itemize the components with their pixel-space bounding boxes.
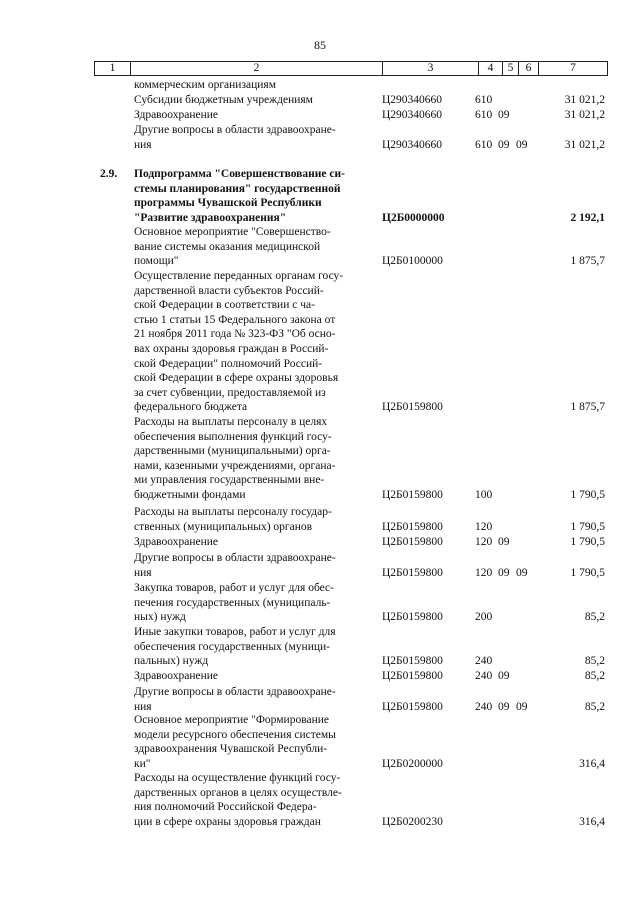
row-amount: 1 875,7 bbox=[570, 401, 605, 414]
description-line: за счет субвенции, предоставляемой из bbox=[134, 386, 326, 399]
row-section-code: 09 bbox=[498, 109, 510, 121]
table-row bbox=[94, 93, 608, 108]
description-line: 21 ноября 2011 года № 323-ФЗ "Об осно- bbox=[134, 328, 336, 341]
description-line: Здравоохранение bbox=[134, 670, 219, 682]
description-line: Осуществление переданных органам госу- bbox=[134, 270, 344, 282]
row-section-code: 09 bbox=[498, 536, 510, 548]
description-line: обеспечения выполнения функций госу- bbox=[134, 430, 332, 443]
description-line: печения государственных (муниципаль- bbox=[134, 596, 331, 609]
row-amount: 1 790,5 bbox=[570, 489, 605, 501]
col-header-4: 4 bbox=[479, 62, 503, 76]
row-description bbox=[134, 625, 362, 669]
description-line: обеспечения государственных (муници- bbox=[134, 640, 330, 653]
row-amount: 31 021,2 bbox=[564, 109, 605, 121]
description-line: Другие вопросы в области здравоохране- bbox=[134, 686, 336, 698]
row-amount: 316,4 bbox=[579, 815, 605, 828]
table-row bbox=[94, 685, 608, 714]
table-row bbox=[94, 225, 608, 269]
description-line: помощи" bbox=[134, 255, 179, 268]
row-amount: 85,2 bbox=[584, 700, 605, 713]
row-description bbox=[134, 581, 362, 625]
description-line: модели ресурсного обеспечения системы bbox=[134, 728, 336, 741]
description-line: дарственных органов в целях осуществле- bbox=[134, 786, 342, 799]
description-line: ния полномочий Российской Федера- bbox=[134, 801, 317, 814]
column-number-header bbox=[94, 61, 608, 76]
description-line: ния bbox=[134, 700, 152, 713]
row-target-code: Ц2Б0159800 bbox=[382, 655, 443, 668]
table-row bbox=[94, 505, 608, 534]
description-line: Расходы на выплаты персоналу государ- bbox=[134, 506, 332, 518]
table-row bbox=[94, 167, 608, 225]
description-line: ми управления государственными вне- bbox=[134, 474, 325, 487]
row-description bbox=[134, 713, 362, 771]
row-subsection-code: 09 bbox=[516, 700, 528, 713]
row-target-code: Ц2Б0100000 bbox=[382, 255, 443, 268]
table-row bbox=[94, 535, 608, 550]
row-amount: 316,4 bbox=[579, 757, 605, 770]
row-target-code: Ц2Б0159800 bbox=[382, 566, 443, 579]
description-line: Другие вопросы в области здравоохране- bbox=[134, 552, 336, 564]
row-description bbox=[134, 167, 362, 225]
row-target-code: Ц2Б0159800 bbox=[382, 520, 443, 533]
row-target-code: Ц2Б0159800 bbox=[382, 700, 443, 713]
col-header-6: 6 bbox=[519, 62, 539, 76]
row-amount: 31 021,2 bbox=[564, 94, 605, 106]
row-target-code: Ц2Б0159800 bbox=[382, 536, 443, 548]
description-line: ской Федерации в сфере охраны здоровья bbox=[134, 372, 339, 385]
row-expense-type: 240 bbox=[475, 700, 493, 713]
row-subsection-code: 09 bbox=[516, 138, 528, 151]
table-row bbox=[94, 108, 608, 123]
row-subsection-code: 09 bbox=[516, 566, 528, 579]
col-header-1: 1 bbox=[95, 62, 131, 76]
description-line: Расходы на выплаты персоналу в целях bbox=[134, 416, 328, 428]
table-row bbox=[94, 123, 608, 152]
description-line: "Развитие здравоохранения" bbox=[134, 211, 287, 224]
table-row bbox=[94, 581, 608, 625]
row-description bbox=[134, 669, 362, 684]
row-target-code: Ц290340660 bbox=[382, 94, 443, 106]
description-line: здравоохранения Чувашской Республи- bbox=[134, 743, 328, 756]
row-amount: 2 192,1 bbox=[570, 211, 605, 224]
row-expense-type: 200 bbox=[475, 611, 493, 624]
description-line: Другие вопросы в области здравоохране- bbox=[134, 124, 336, 136]
description-line: Расходы на осуществление функций госу- bbox=[134, 772, 341, 784]
description-line: ния bbox=[134, 566, 152, 579]
row-description bbox=[134, 225, 362, 269]
description-line: Основное мероприятие "Совершенство- bbox=[134, 226, 331, 238]
row-expense-type: 120 bbox=[475, 536, 493, 548]
row-description bbox=[134, 551, 362, 580]
row-target-code: Ц2Б0159800 bbox=[382, 611, 443, 624]
col-header-7: 7 bbox=[539, 62, 608, 76]
row-description bbox=[134, 685, 362, 714]
row-description bbox=[134, 123, 362, 152]
row-target-code: Ц2Б0159800 bbox=[382, 489, 443, 501]
description-line: ской Федерации" полномочий Россий- bbox=[134, 357, 323, 370]
row-section-number: 2.9. bbox=[100, 168, 118, 180]
description-line: нами, казенными учреждениями, органа- bbox=[134, 459, 336, 472]
row-description bbox=[134, 78, 362, 93]
page-number: 85 bbox=[314, 38, 326, 52]
row-amount: 1 790,5 bbox=[570, 536, 605, 548]
table-row bbox=[94, 669, 608, 684]
row-amount: 85,2 bbox=[584, 670, 605, 682]
row-section-code: 09 bbox=[498, 566, 510, 579]
description-line: ки" bbox=[134, 757, 151, 770]
row-expense-type: 610 bbox=[475, 109, 493, 121]
description-line: ции в сфере охраны здоровья граждан bbox=[134, 815, 321, 828]
description-line: стью 1 статьи 15 Федерального закона от bbox=[134, 313, 336, 326]
table-row bbox=[94, 625, 608, 669]
row-expense-type: 120 bbox=[475, 566, 493, 579]
row-target-code: Ц2Б0200230 bbox=[382, 815, 443, 828]
row-description bbox=[134, 269, 362, 415]
row-target-code: Ц2Б0200000 bbox=[382, 757, 443, 770]
row-amount: 1 790,5 bbox=[570, 566, 605, 579]
description-line: коммерческим организациям bbox=[134, 79, 276, 91]
row-expense-type: 610 bbox=[475, 94, 493, 106]
row-description bbox=[134, 93, 362, 108]
row-amount: 1 790,5 bbox=[570, 520, 605, 533]
row-description bbox=[134, 535, 362, 550]
row-section-code: 09 bbox=[498, 138, 510, 151]
table-row bbox=[94, 771, 608, 829]
col-header-5: 5 bbox=[503, 62, 519, 76]
row-target-code: Ц290340660 bbox=[382, 138, 443, 151]
table-row bbox=[94, 78, 608, 93]
table-row bbox=[94, 551, 608, 580]
row-section-code: 09 bbox=[498, 700, 510, 713]
row-expense-type: 240 bbox=[475, 655, 493, 668]
description-line: ния bbox=[134, 138, 152, 151]
description-line: дарственными (муниципальными) орга- bbox=[134, 445, 331, 458]
description-line: вах охраны здоровья граждан в Россий- bbox=[134, 342, 329, 355]
description-line: ской Федерации в соответствии с ча- bbox=[134, 299, 315, 312]
description-line: стемы планирования" государственной bbox=[134, 182, 341, 195]
table-row bbox=[94, 269, 608, 415]
row-amount: 85,2 bbox=[584, 611, 605, 624]
description-line: федерального бюджета bbox=[134, 401, 248, 414]
description-line: Подпрограмма "Совершенствование си- bbox=[134, 168, 345, 180]
row-expense-type: 120 bbox=[475, 520, 493, 533]
row-section-code: 09 bbox=[498, 670, 510, 682]
description-line: дарственной власти субъектов Россий- bbox=[134, 284, 324, 297]
col-header-2: 2 bbox=[131, 62, 383, 76]
description-line: Субсидии бюджетным учреждениям bbox=[134, 94, 313, 106]
row-amount: 1 875,7 bbox=[570, 255, 605, 268]
description-line: пальных) нужд bbox=[134, 655, 209, 668]
table-row bbox=[94, 415, 608, 503]
description-line: Основное мероприятие "Формирование bbox=[134, 714, 329, 726]
row-target-code: Ц290340660 bbox=[382, 109, 443, 121]
description-line: вание системы оказания медицинской bbox=[134, 240, 321, 253]
row-description bbox=[134, 771, 362, 829]
row-description bbox=[134, 415, 362, 503]
table-row bbox=[94, 713, 608, 771]
description-line: Здравоохранение bbox=[134, 109, 219, 121]
row-target-code: Ц2Б0000000 bbox=[382, 211, 445, 224]
row-expense-type: 100 bbox=[475, 489, 493, 501]
description-line: Иные закупки товаров, работ и услуг для bbox=[134, 626, 336, 638]
description-line: программы Чувашской Республики bbox=[134, 197, 322, 210]
row-expense-type: 610 bbox=[475, 138, 493, 151]
description-line: Здравоохранение bbox=[134, 536, 219, 548]
description-line: Закупка товаров, работ и услуг для обес- bbox=[134, 582, 334, 594]
description-line: ных) нужд bbox=[134, 611, 186, 624]
col-header-3: 3 bbox=[383, 62, 479, 76]
row-expense-type: 240 bbox=[475, 670, 493, 682]
row-amount: 31 021,2 bbox=[564, 138, 605, 151]
row-description bbox=[134, 108, 362, 123]
row-description bbox=[134, 505, 362, 534]
row-amount: 85,2 bbox=[584, 655, 605, 668]
description-line: ственных (муниципальных) органов bbox=[134, 520, 313, 533]
row-target-code: Ц2Б0159800 bbox=[382, 401, 443, 414]
description-line: бюджетными фондами bbox=[134, 488, 246, 501]
row-target-code: Ц2Б0159800 bbox=[382, 670, 443, 682]
